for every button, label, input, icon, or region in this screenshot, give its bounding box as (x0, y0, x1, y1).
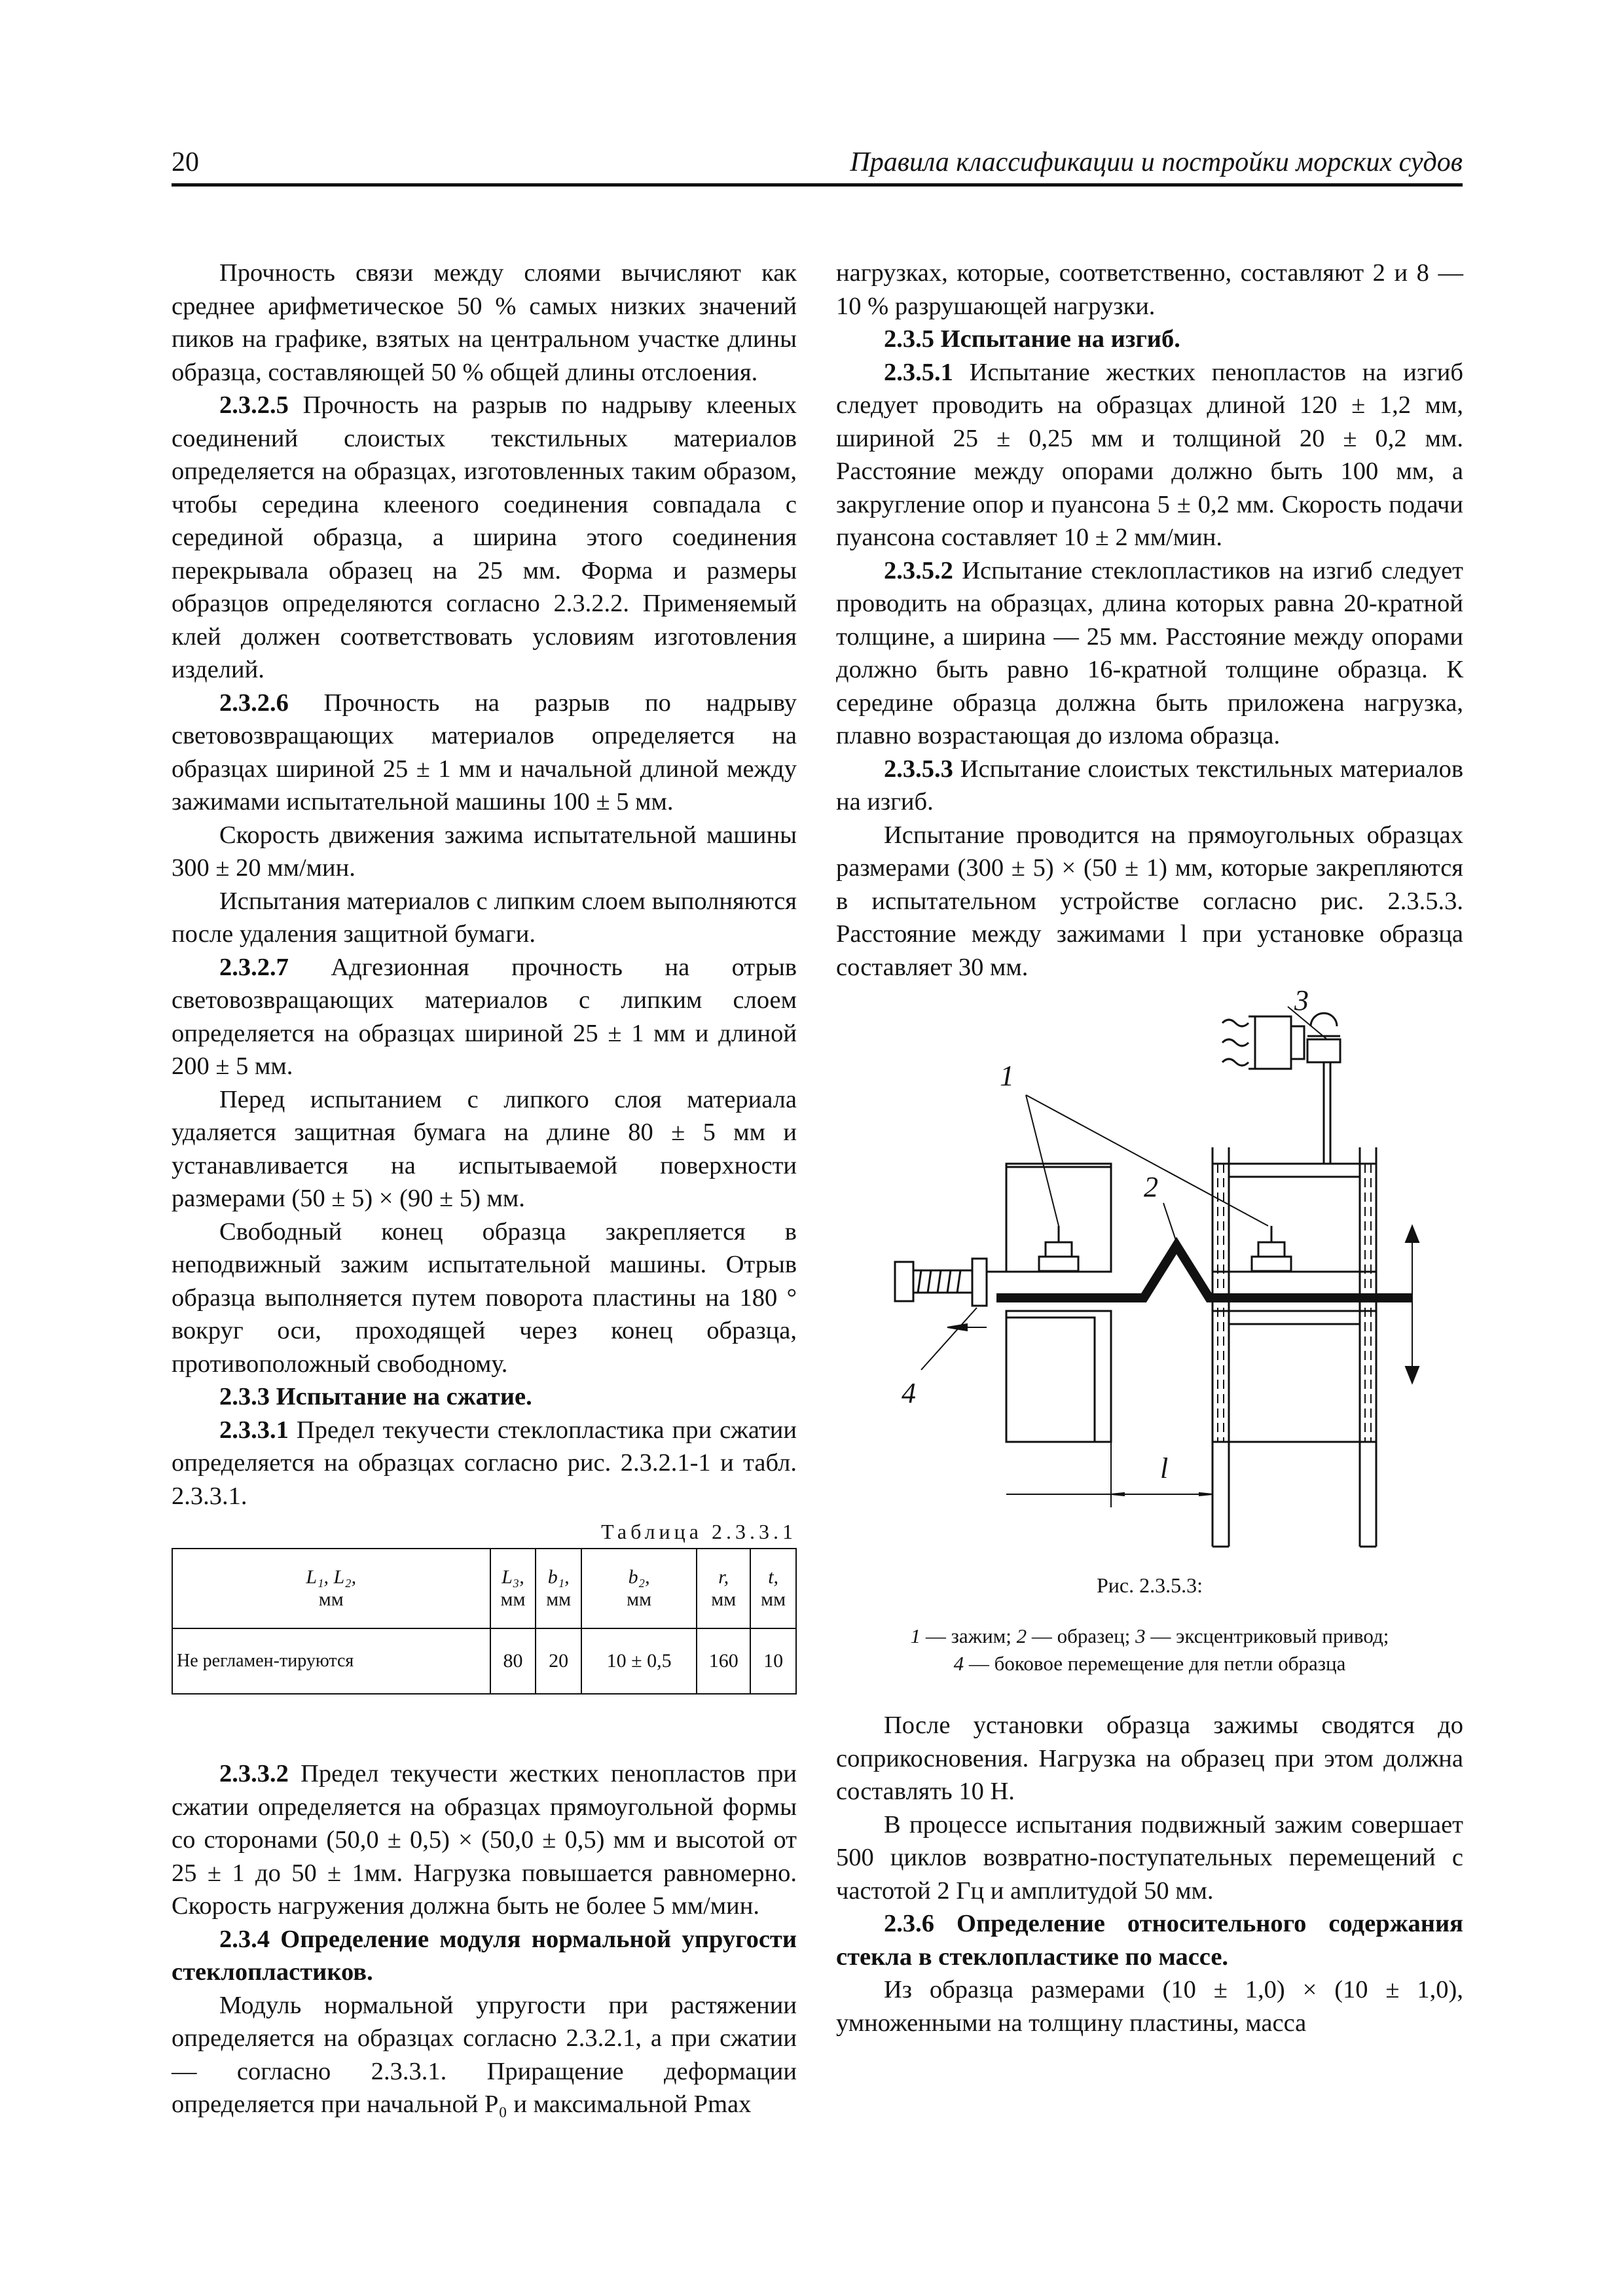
header-unit: мм (500, 1588, 526, 1610)
paragraph (836, 753, 1463, 819)
table-header-row (172, 1549, 796, 1628)
legend-text: — зажим; (921, 1624, 1017, 1647)
heading-text: 2.3.4 Определение модуля нормальной упругости стеклопластиков. (172, 1925, 797, 1986)
figure-caption: Рис. 2.3.5.3: (1096, 1573, 1203, 1597)
table-header (172, 1549, 490, 1628)
section-heading (172, 1923, 797, 1989)
paragraph: В процессе испытания подвижный зажим совершает 500 циклов возвратно-поступательных перемещений с частотой 2 Гц и амплитудой 50 мм. (836, 1810, 1463, 1905)
eccentric-drive (1255, 1016, 1291, 1069)
header-unit: мм (546, 1588, 572, 1610)
paragraph-text: Испытание слоистых текстильных материалов на изгиб. (836, 755, 1463, 816)
heading-text: 2.3.3 Испытание на сжатие. (219, 1383, 532, 1410)
paragraph (836, 356, 1463, 554)
legend-num: 3 (1135, 1624, 1146, 1647)
header-symbol: L₁, L₂, (306, 1566, 357, 1588)
paragraph (172, 951, 797, 1083)
table-header (750, 1549, 796, 1628)
legend-text: — боковое перемещение для петли образца (964, 1652, 1346, 1675)
label-l: l (1160, 1452, 1169, 1484)
paragraph: Перед испытанием с липкого слоя материала удаляется защитная бумага на длине 80 ± 5 мм и устанавливается на испытываемой поверхности размерами (50 ± 5) × (90 ± 5) мм. (172, 1085, 797, 1212)
table-header (581, 1549, 697, 1628)
paragraph-text: Прочность на разрыв по надрыву клееных соединений слоистых текстильных материалов определяется на образцах, изготовленных таким образом, чтобы середина клееного соединения совпадала с серединой образца, а ширина этого соединения перекрывала образец на 25 мм. Форма и размеры образцов определяются согласно 2.3.2.2. Применяемый клей должен соответствовать условиям изготовления изделий. (172, 391, 797, 683)
table-cell: 10 ± 0,5 (581, 1628, 697, 1694)
header-unit: мм (627, 1588, 652, 1610)
paragraph: нагрузках, которые, соответственно, составляют 2 и 8 — 10 % разрушающей нагрузки. (836, 259, 1463, 320)
legend-num: 4 (953, 1652, 964, 1675)
paragraph-text: Испытание жестких пенопластов на изгиб следует проводить на образцах длиной 120 ± 1,2 мм, шириной 25 ± 0,25 мм и толщиной 20 ± 0,2 мм. Расстояние между опорами должно быть 100 мм, а закругление опор и пуансона 5 ± 0,2 мм. Скорость подачи пуансона составляет 10 ± 2 мм/мин. (836, 358, 1463, 551)
paragraph (836, 554, 1463, 753)
paragraph: Испытание проводится на прямоугольных образцах размерами (300 ± 5) × (50 ± 1) мм, которые закрепляются в испытательном устройстве согласно рис. 2.3.5.3. Расстояние между зажимами l при установке образца составляет 30 мм. (836, 821, 1463, 981)
paragraph (172, 1757, 797, 1923)
heading-text: 2.3.6 Определение относительного содержания стекла в стеклопластике по массе. (836, 1910, 1463, 1971)
header-symbol: r, (718, 1566, 729, 1588)
paragraph (172, 389, 797, 687)
paragraph: Прочность связи между слоями вычисляют как среднее арифметическое 50 % самых низких значений пиков на графике, взятых на центральном участке длины образца, составляющей 50 % общей длины отслоения. (172, 259, 797, 386)
paragraph-text: Испытание стеклопластиков на изгиб следует проводить на образцах, длина которых равна 20-кратной толщине, а ширина — 25 мм. Расстояние между опорами должно быть равно 16-кратной толщине образца. К середине образца должна быть приложена нагрузка, плавно возрастающая до излома образца. (836, 556, 1463, 749)
right-column (836, 257, 1463, 2039)
dimensions-table (172, 1548, 797, 1695)
legend-num: 2 (1016, 1624, 1027, 1647)
paragraph (172, 687, 797, 819)
paragraph: Модуль нормальной упругости при растяжении определяется на образцах согласно 2.3.2.1, а при сжатии — согласно 2.3.3.1. Приращение деформации определяется при начальной P₀ и максимальной Pmax (172, 1991, 797, 2118)
table-cell: 160 (697, 1628, 750, 1694)
right-lower-clamp (1213, 1311, 1376, 1442)
paragraph (172, 1414, 797, 1513)
paragraph-text: Предел текучести жестких пенопластов при сжатии определяется на образцах прямоугольной формы со сторонами (50,0 ± 0,5) × (50,0 ± 0,5) мм и высотой от 25 ± 1 до 50 ± 1мм. Нагрузка повышается равномерно. Скорость нагружения должна быть не более 5 мм/мин. (172, 1760, 797, 1920)
clause-number: 2.3.5.3 (884, 755, 953, 783)
header-symbol: b₂, (628, 1566, 650, 1588)
section-heading (836, 1907, 1463, 1973)
header-symbol: t, (768, 1566, 779, 1588)
label-four: 4 (902, 1377, 916, 1409)
table-header (536, 1549, 581, 1628)
clause-number: 2.3.3.1 (219, 1416, 289, 1444)
clause-number: 2.3.3.2 (219, 1760, 289, 1787)
right-upper-clamp (1213, 1164, 1376, 1272)
label-one: 1 (1000, 1060, 1014, 1092)
running-title: Правила классификации и постройки морских судов (850, 147, 1463, 177)
table-cell: 20 (536, 1628, 581, 1694)
paragraph: Скорость движения зажима испытательной машины 300 ± 20 мм/мин. (172, 821, 797, 882)
clause-number: 2.3.5.1 (884, 358, 953, 386)
header-unit: мм (318, 1588, 344, 1610)
paragraph-text: Прочность на разрыв по надрыву световозвращающих материалов определяется на образцах шириной 25 ± 1 мм и начальной длиной между зажимами испытательной машины 100 ± 5 мм. (172, 689, 797, 816)
paragraph: Из образца размерами (10 ± 1,0) × (10 ± 1,0), умноженными на толщину пластины, масса (836, 1976, 1463, 2037)
legend-num: 1 (910, 1624, 921, 1647)
header-rule (172, 183, 1463, 187)
header-unit: мм (761, 1588, 786, 1610)
label-three: 3 (1294, 990, 1309, 1016)
figure-legend (836, 1623, 1463, 1677)
paragraph: После установки образца зажимы сводятся до соприкосновения. Нагрузка на образец при этом должна составлять 10 Н. (836, 1712, 1463, 1805)
table-cell: Не регламен-тируются (172, 1628, 490, 1694)
paragraph: Свободный конец образца закрепляется в неподвижный зажим испытательной машины. Отрыв образца выполняется путем поворота пластины на 180 ° вокруг оси, проходящей через конец образца, противоположный свободному. (172, 1217, 797, 1378)
table-row (172, 1628, 796, 1694)
clause-number: 2.3.2.5 (219, 391, 289, 419)
clause-number: 2.3.2.7 (219, 953, 289, 981)
table-header (490, 1549, 536, 1628)
paragraph-text: Адгезионная прочность на отрыв световозвращающих материалов с липким слоем определяется на образцах шириной 25 ± 1 мм и длиной 200 ± 5 мм. (172, 953, 797, 1080)
figure-text (836, 1571, 1463, 1677)
left-upper-clamp (1006, 1164, 1111, 1272)
header-unit: мм (711, 1588, 737, 1610)
paragraph: Испытания материалов с липким слоем выполняются после удаления защитной бумаги. (172, 887, 797, 948)
section-heading (836, 323, 1463, 356)
heading-text: 2.3.5 Испытание на изгиб. (884, 325, 1180, 353)
label-two: 2 (1144, 1171, 1158, 1203)
table-cell: 10 (750, 1628, 796, 1694)
page-number: 20 (172, 147, 199, 177)
table-cell: 80 (490, 1628, 536, 1694)
test-fixture-drawing (836, 990, 1463, 1645)
paragraph-text: Предел текучести стеклопластика при сжатии определяется на образцах согласно рис. 2.3.2.1-1 и табл. 2.3.3.1. (172, 1416, 797, 1510)
table-header (697, 1549, 750, 1628)
legend-text: — образец; (1027, 1624, 1136, 1647)
header-symbol: L₃, (501, 1566, 524, 1588)
section-heading (172, 1380, 797, 1414)
figure-2-3-5-3 (836, 990, 1463, 1675)
clause-number: 2.3.5.2 (884, 556, 953, 584)
table-caption: Таблица 2.3.3.1 (601, 1520, 797, 1543)
left-column (172, 257, 797, 2121)
header-symbol: b₁, (547, 1566, 570, 1588)
legend-text: — эксцентриковый привод; (1145, 1624, 1389, 1647)
clause-number: 2.3.2.6 (219, 689, 289, 717)
